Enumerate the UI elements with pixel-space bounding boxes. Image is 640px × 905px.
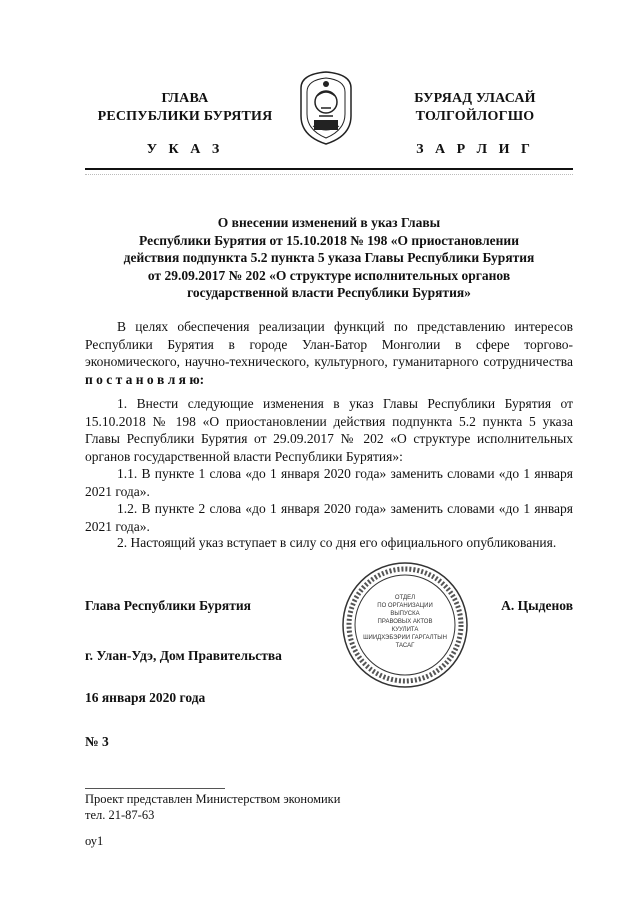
header-left-line2: РЕСПУБЛИКИ БУРЯТИЯ xyxy=(97,109,273,124)
signature-position: Глава Республики Бурятия xyxy=(85,598,251,613)
decree-word: п о с т а н о в л я ю: xyxy=(85,371,205,387)
stamp-line: КУУЛИТА xyxy=(391,627,419,633)
header-right-line2: ТОЛГОЙЛОГШО xyxy=(415,109,535,124)
clause-1-1-text: 1.1. В пункте 1 слова «до 1 января 2020 года» заменить словами «до 1 января 2021 года». xyxy=(85,466,573,499)
clause-2-text: 2. Настоящий указ вступает в силу со дня его официального опубликования. xyxy=(117,535,557,550)
title-line: Республики Бурятия от 15.10.2018 № 198 «О приостановлении xyxy=(139,232,519,248)
header-left xyxy=(85,90,285,126)
document-title xyxy=(85,214,573,302)
clause-1 xyxy=(85,395,573,535)
footer-rule xyxy=(85,788,225,789)
stamp-line: ТАСАГ xyxy=(395,643,415,649)
signature-name: А. Цыденов xyxy=(501,598,573,613)
header-right xyxy=(375,90,575,126)
stamp-line: ОТДЕЛ xyxy=(394,595,416,601)
preamble xyxy=(85,318,573,388)
footer xyxy=(85,791,340,849)
title-line: О внесении изменений в указ Главы xyxy=(217,215,441,230)
date: 16 января 2020 года xyxy=(85,690,206,705)
title-line: действия подпункта 5.2 пункта 5 указа Главы Республики Бурятия xyxy=(123,250,535,265)
stamp-line: ВЫПУСКА xyxy=(390,611,420,617)
clause-2 xyxy=(85,534,573,552)
place: г. Улан-Удэ, Дом Правительства xyxy=(85,648,282,663)
stamp-line: ПО ОРГАНИЗАЦИИ xyxy=(377,603,433,609)
project-note: Проект представлен Министерством экономики xyxy=(85,792,341,806)
clause-1-text: 1. Внести следующие изменения в указ Главы Республики Бурятия от 15.10.2018 № 198 «О приостановлении действия подпункта 5.2 пункта 5 указа Главы Республики Бурятия от 29.09.2017 № 202 «О структуре исполнительных органов государственной власти Республики Бурятия»: xyxy=(85,396,573,464)
doc-type-right: З А Р Л И Г xyxy=(416,142,534,157)
stamp-line: ШИИДХЭБЭРИИ ГАРГАЛТЫН xyxy=(363,635,447,641)
title-line: государственной власти Республики Бурятия» xyxy=(187,285,471,300)
official-stamp xyxy=(340,560,470,690)
header-left-line1: ГЛАВА xyxy=(161,91,209,106)
header-dotted-rule xyxy=(85,174,573,175)
stamp-line: ПРАВОВЫХ АКТОВ xyxy=(377,619,433,625)
clause-1-2-text: 1.2. В пункте 2 слова «до 1 января 2020 года» заменить словами «до 1 января 2021 года». xyxy=(85,501,573,534)
doc-type-left: У К А З xyxy=(146,142,224,157)
coat-of-arms-icon xyxy=(293,68,359,146)
header-rule xyxy=(85,168,573,170)
title-line: от 29.09.2017 № 202 «О структуре исполнительных органов xyxy=(147,267,511,283)
phone: тел. 21-87-63 xyxy=(85,808,155,822)
header-right-line1: БУРЯАД УЛАСАЙ xyxy=(414,91,536,106)
stamp-center xyxy=(358,594,452,650)
document-number: № 3 xyxy=(85,734,109,749)
footer-code: оу1 xyxy=(85,834,104,848)
preamble-text: В целях обеспечения реализации функций по представлению интересов Республики Бурятия в городе Улан-Батор Монголии в сфере торгово-экономического, научно-технического, культурного, гуманитарного сотрудничества xyxy=(85,319,573,369)
